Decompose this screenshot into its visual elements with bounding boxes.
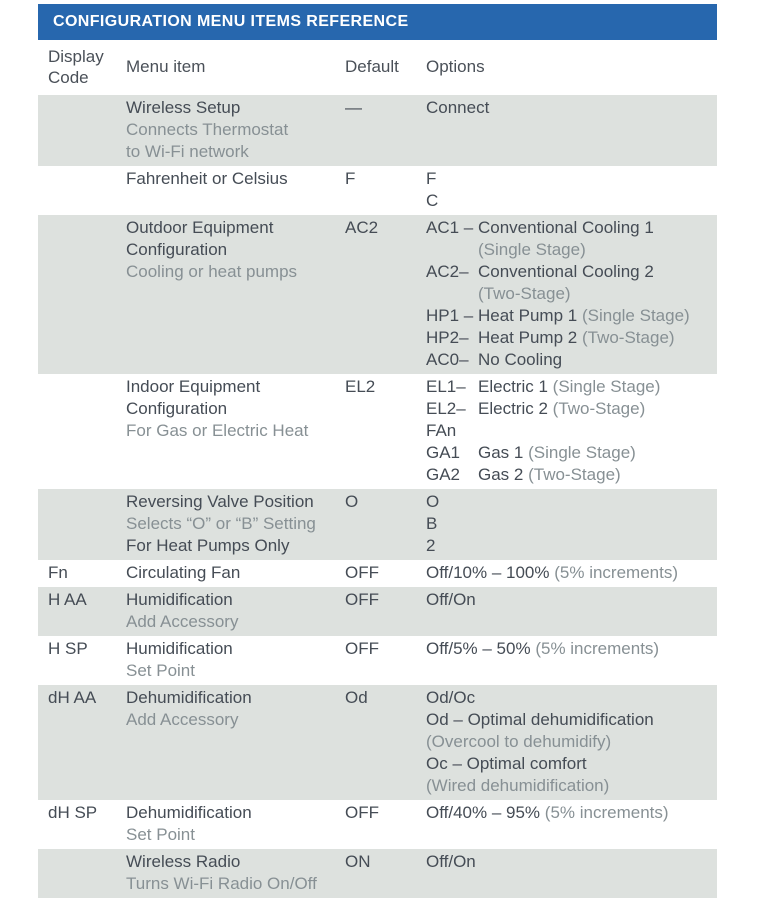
cell-display-code: H SP: [48, 639, 88, 658]
table-row: [38, 800, 717, 849]
cell-options: [426, 217, 717, 371]
option-code: EL1–: [426, 377, 466, 396]
menu-item-title-line: Dehumidification: [126, 688, 252, 707]
cell-options: [426, 851, 717, 895]
option-code: AC2–: [426, 262, 469, 281]
option-text: Off/40% – 95%: [426, 803, 541, 822]
option-line: [426, 349, 717, 371]
menu-item-description-line: For Gas or Electric Heat: [126, 421, 309, 440]
option-line: [426, 442, 717, 464]
cell-display-code: [38, 97, 126, 163]
menu-item-title-line: Indoor Equipment: [126, 377, 261, 396]
option-text: Conventional Cooling 2: [478, 262, 654, 281]
option-note: (Single Stage): [581, 306, 690, 325]
table-body: [38, 95, 717, 898]
option-text: Off/On: [426, 590, 476, 609]
option-text: C: [426, 191, 439, 210]
cell-display-code: [38, 217, 126, 371]
option-text: 2: [426, 536, 436, 555]
cell-menu-item: [126, 217, 345, 371]
column-header-row: [38, 40, 717, 95]
menu-item-description-line: Cooling or heat pumps: [126, 262, 298, 281]
menu-item-description-line: to Wi-Fi network: [126, 142, 249, 161]
option-note: (5% increments): [535, 639, 660, 658]
option-line: [426, 420, 717, 442]
option-note: (Two-Stage): [552, 399, 646, 418]
option-note: (Overcool to dehumidify): [426, 732, 612, 751]
option-text: Od – Optimal dehumidification: [426, 710, 654, 729]
option-line: [426, 217, 717, 239]
option-text: Heat Pump 1: [478, 306, 578, 325]
menu-item-title-line: Outdoor Equipment: [126, 218, 274, 237]
menu-item-title-line: Fahrenheit or Celsius: [126, 169, 288, 188]
option-note: (Two-Stage): [528, 465, 621, 484]
option-line: [426, 775, 717, 797]
option-line: [426, 464, 717, 486]
table-row: [38, 95, 717, 166]
cell-menu-item: [126, 168, 345, 212]
menu-item-title-line: Wireless Radio: [126, 852, 241, 871]
option-code: GA2: [426, 465, 461, 484]
cell-menu-item: [126, 97, 345, 163]
cell-display-code: [38, 168, 126, 212]
cell-display-code: H AA: [48, 590, 87, 609]
menu-item-description-line: Turns Wi-Fi Radio On/Off: [126, 874, 317, 893]
option-note: (5% increments): [554, 563, 678, 582]
option-code: HP1 –: [426, 306, 474, 325]
cell-display-code: [38, 491, 126, 557]
option-text: Gas 2: [478, 465, 524, 484]
option-line: [426, 376, 717, 398]
cell-options: [426, 802, 717, 846]
cell-menu-item: [126, 491, 345, 557]
cell-menu-item: [126, 802, 345, 846]
option-line: [426, 190, 717, 212]
option-line: [426, 261, 717, 283]
menu-item-description-line: Add Accessory: [126, 612, 239, 631]
option-code: GA1: [426, 443, 461, 462]
cell-default: Od: [345, 688, 368, 707]
option-line: [426, 513, 717, 535]
cell-default: ON: [345, 852, 371, 871]
cell-display-code: [38, 376, 126, 486]
cell-display-code: dH SP: [48, 803, 98, 822]
option-note: (Two-Stage): [581, 328, 675, 347]
cell-menu-item: [126, 851, 345, 895]
cell-default: OFF: [345, 639, 379, 658]
option-text: Off/On: [426, 852, 476, 871]
option-line: [426, 491, 717, 513]
option-code: [426, 283, 478, 305]
configuration-reference-table: [38, 4, 717, 898]
cell-default: OFF: [345, 803, 379, 822]
option-text: F: [426, 169, 437, 188]
option-text: Conventional Cooling 1: [478, 218, 654, 237]
cell-menu-item: [126, 376, 345, 486]
menu-item-title-line: Wireless Setup: [126, 98, 241, 117]
menu-item-title-line: Configuration: [126, 240, 228, 259]
option-text: Heat Pump 2: [478, 328, 578, 347]
option-note: (Wired dehumidification): [426, 776, 610, 795]
option-text: Electric 1: [478, 377, 548, 396]
option-line: [426, 851, 717, 873]
menu-item-description-line: Add Accessory: [126, 710, 239, 729]
option-note: (Single Stage): [528, 443, 636, 462]
menu-item-title-line: Dehumidification: [126, 803, 252, 822]
option-text: O: [426, 492, 440, 511]
option-text: Off/10% – 100%: [426, 563, 550, 582]
option-line: [426, 168, 717, 190]
option-text: Connect: [426, 98, 490, 117]
option-line: [426, 305, 717, 327]
table-row: [38, 215, 717, 374]
cell-options: [426, 589, 717, 633]
option-line: [426, 327, 717, 349]
table-row: [38, 849, 717, 898]
option-code: [426, 239, 478, 261]
table-row: [38, 636, 717, 685]
option-line: [426, 709, 717, 731]
cell-options: [426, 687, 717, 797]
cell-default: O: [345, 492, 359, 511]
option-line: [426, 97, 717, 119]
cell-options: [426, 562, 717, 584]
option-text: Oc – Optimal comfort: [426, 754, 587, 773]
menu-item-title-line: Humidification: [126, 590, 233, 609]
option-line: [426, 283, 717, 305]
menu-item-description-line: Selects “O” or “B” Setting: [126, 514, 316, 533]
option-code: AC1 –: [426, 218, 474, 237]
menu-item-title-line: Configuration: [126, 399, 228, 418]
option-note: (Single Stage): [552, 377, 661, 396]
menu-item-description-line: Set Point: [126, 661, 195, 680]
option-line: [426, 562, 717, 584]
cell-display-code: Fn: [48, 563, 68, 582]
cell-options: [426, 491, 717, 557]
cell-menu-item: [126, 562, 345, 584]
cell-options: [426, 168, 717, 212]
option-line: [426, 535, 717, 557]
option-text: Off/5% – 50%: [426, 639, 531, 658]
option-line: [426, 802, 717, 824]
option-text: Electric 2: [478, 399, 548, 418]
option-note: (5% increments): [544, 803, 669, 822]
option-line: [426, 753, 717, 775]
cell-menu-item: [126, 638, 345, 682]
cell-default: AC2: [345, 218, 379, 237]
column-header-options: Options: [426, 57, 485, 76]
table-row: [38, 685, 717, 800]
menu-item-title-line: Reversing Valve Position: [126, 492, 314, 511]
table-row: [38, 587, 717, 636]
option-line: [426, 589, 717, 611]
table-row: [38, 166, 717, 215]
table-row: [38, 560, 717, 587]
cell-default: EL2: [345, 377, 376, 396]
menu-item-title-line: For Heat Pumps Only: [126, 536, 290, 555]
option-line: [426, 398, 717, 420]
menu-item-title-line: Circulating Fan: [126, 563, 241, 582]
option-code: FAn: [426, 421, 457, 440]
option-text: Od/Oc: [426, 688, 476, 707]
cell-default: OFF: [345, 563, 379, 582]
option-line: [426, 731, 717, 753]
menu-item-description-line: Set Point: [126, 825, 195, 844]
option-text: Gas 1: [478, 443, 524, 462]
cell-options: [426, 376, 717, 486]
cell-menu-item: [126, 589, 345, 633]
column-header-default: Default: [345, 57, 399, 76]
cell-menu-item: [126, 687, 345, 797]
cell-default: —: [345, 98, 362, 117]
option-line: [426, 687, 717, 709]
table-row: [38, 489, 717, 560]
column-header-menu-item: Menu item: [126, 57, 206, 76]
option-note: (Two-Stage): [478, 284, 571, 303]
table-title-bar: CONFIGURATION MENU ITEMS REFERENCE: [38, 4, 717, 40]
option-note: (Single Stage): [478, 240, 586, 259]
option-text: B: [426, 514, 438, 533]
cell-display-code: dH AA: [48, 688, 97, 707]
option-line: [426, 638, 717, 660]
option-code: HP2–: [426, 328, 469, 347]
option-code: AC0–: [426, 350, 469, 369]
cell-display-code: [38, 851, 126, 895]
cell-options: [426, 638, 717, 682]
table-row: [38, 374, 717, 489]
option-line: [426, 239, 717, 261]
column-header-display-code: Display Code: [48, 47, 104, 87]
menu-item-description-line: Connects Thermostat: [126, 120, 289, 139]
menu-item-title-line: Humidification: [126, 639, 233, 658]
option-code: EL2–: [426, 399, 466, 418]
cell-default: OFF: [345, 590, 379, 609]
cell-options: [426, 97, 717, 163]
option-text: No Cooling: [478, 350, 563, 369]
cell-default: F: [345, 169, 356, 188]
